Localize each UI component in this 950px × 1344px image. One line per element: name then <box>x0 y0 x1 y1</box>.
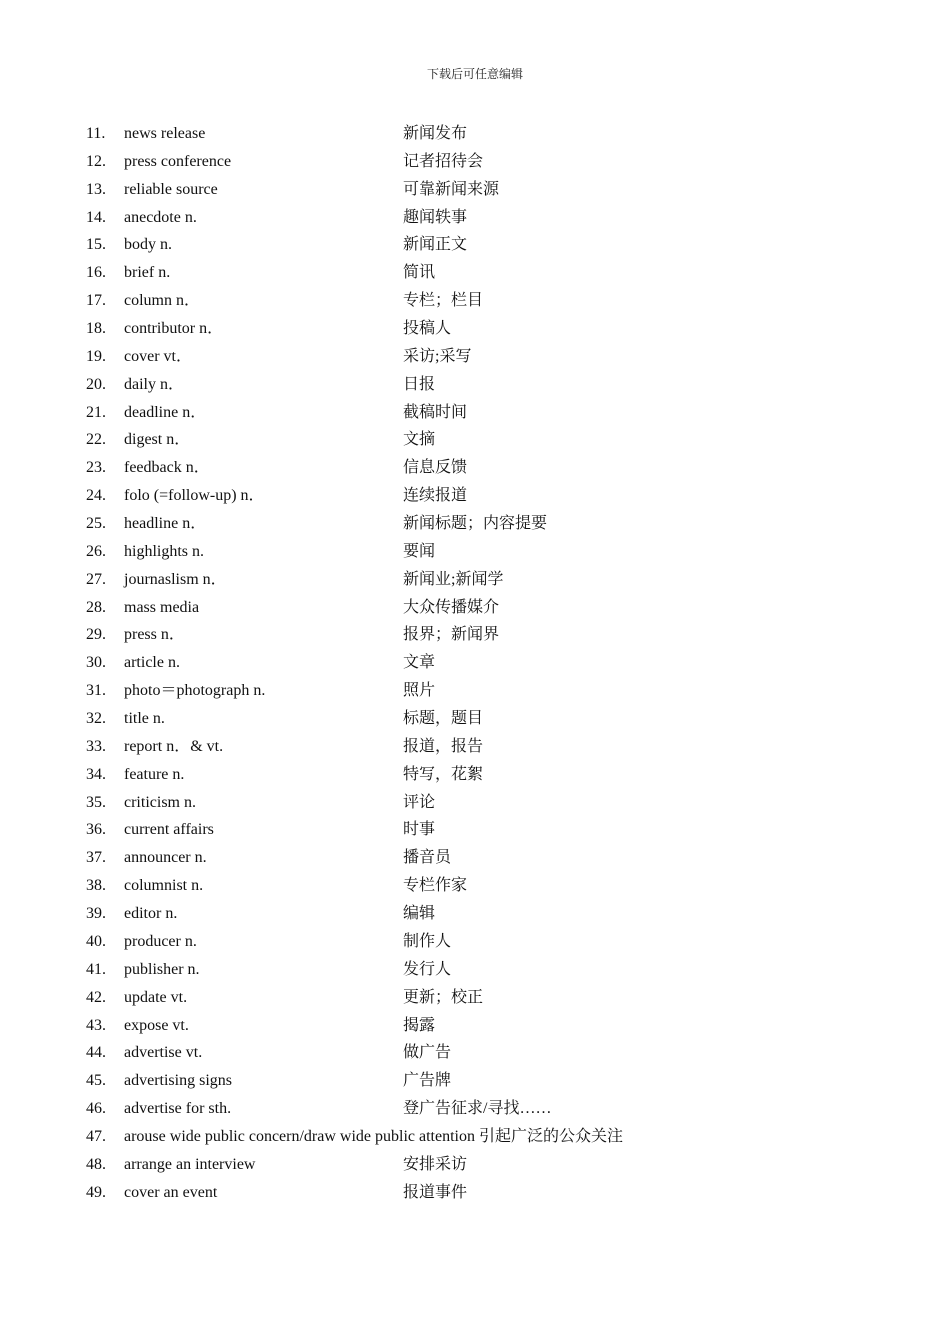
entry-number: 21. <box>86 403 106 421</box>
entry-term-text: press conference <box>124 152 232 170</box>
entry-term-text: folo (=follow-up) n． <box>124 487 265 505</box>
page-header: 下载后可任意编辑 <box>426 67 523 81</box>
entry-number: 20. <box>86 375 106 393</box>
entry-definition: 专栏；栏目 <box>403 292 484 310</box>
vocab-entry <box>0 538 950 566</box>
entry-term <box>124 872 203 900</box>
entry-term <box>124 231 172 259</box>
vocab-entry <box>0 705 950 733</box>
entry-number: 46. <box>86 1100 106 1118</box>
vocab-entry <box>0 204 950 232</box>
entry-definition: 要闻 <box>403 542 436 560</box>
entry-number: 41. <box>86 960 106 978</box>
entry-term <box>124 371 184 399</box>
vocab-entry <box>0 566 950 594</box>
vocab-entry <box>0 510 950 538</box>
entry-term <box>124 956 200 984</box>
entry-term <box>124 677 265 705</box>
vocab-entry <box>0 984 950 1012</box>
entry-definition: 编辑 <box>403 905 436 923</box>
entry-number: 45. <box>86 1072 106 1090</box>
vocab-entry <box>0 1012 950 1040</box>
entry-definition: 新闻正文 <box>403 236 468 254</box>
entry-definition: 连续报道 <box>403 487 468 505</box>
entry-number: 25. <box>86 515 106 533</box>
entry-term-text: arouse wide public concern/draw wide public attention <box>124 1127 475 1145</box>
entry-number: 18. <box>86 320 106 338</box>
entry-term-text: current affairs <box>124 821 214 839</box>
entry-definition: 更新；校正 <box>403 988 484 1006</box>
entry-definition: 引起广泛的公众关注 <box>479 1127 624 1145</box>
vocab-entry <box>0 426 950 454</box>
entry-term <box>124 510 206 538</box>
entry-number: 36. <box>86 821 106 839</box>
entry-number: 14. <box>86 208 106 226</box>
entry-definition: 文章 <box>403 654 436 672</box>
entry-term <box>124 1012 189 1040</box>
vocab-entry <box>0 761 950 789</box>
vocab-entry <box>0 956 950 984</box>
vocab-entry <box>0 231 950 259</box>
entry-number: 35. <box>86 793 106 811</box>
entry-term <box>124 1151 255 1179</box>
vocab-entry <box>0 371 950 399</box>
entry-number: 40. <box>86 932 106 950</box>
entry-number: 13. <box>86 180 106 198</box>
entry-number: 16. <box>86 264 106 282</box>
entry-term <box>124 816 214 844</box>
entry-term-text: highlights n. <box>124 542 205 560</box>
entry-definition: 揭露 <box>403 1016 436 1034</box>
entry-term <box>124 733 223 761</box>
entry-term-text: brief n. <box>124 264 171 282</box>
entry-definition: 制作人 <box>403 932 452 950</box>
entry-definition: 照片 <box>403 682 436 700</box>
entry-number: 31. <box>86 682 106 700</box>
entry-term <box>124 844 207 872</box>
entry-definition: 简讯 <box>403 264 436 282</box>
entry-number: 49. <box>86 1183 106 1201</box>
vocab-entry <box>0 649 950 677</box>
entry-number: 23. <box>86 459 106 477</box>
entry-term <box>124 1039 202 1067</box>
entry-term <box>124 120 205 148</box>
entry-term <box>124 426 190 454</box>
entry-term-text: columnist n. <box>124 877 204 895</box>
entry-number: 47. <box>86 1127 106 1145</box>
vocab-entry <box>0 789 950 817</box>
vocab-entry <box>0 844 950 872</box>
entry-term-text: feature n. <box>124 765 185 783</box>
vocab-entry <box>0 1151 950 1179</box>
entry-definition: 标题，题目 <box>403 710 484 728</box>
entry-number: 19. <box>86 347 106 365</box>
entry-term-text: producer n. <box>124 932 197 950</box>
vocab-entry <box>0 816 950 844</box>
vocab-entry <box>0 259 950 287</box>
entry-number: 26. <box>86 542 106 560</box>
entry-definition: 信息反馈 <box>403 459 468 477</box>
entry-definition: 大众传播媒介 <box>403 598 500 616</box>
vocabulary-list <box>0 120 950 1207</box>
entry-term <box>124 1067 232 1095</box>
entry-number: 34. <box>86 765 106 783</box>
vocab-entry <box>0 176 950 204</box>
entry-term-text: update vt. <box>124 988 188 1006</box>
entry-term-text: journaslism n． <box>124 570 227 588</box>
vocab-entry <box>0 621 950 649</box>
entry-term-text: advertising signs <box>124 1072 232 1090</box>
entry-definition: 新闻标题；内容提要 <box>403 515 548 533</box>
vocab-entry <box>0 343 950 371</box>
entry-number: 17. <box>86 292 106 310</box>
entry-term-text: announcer n. <box>124 849 207 867</box>
entry-definition: 报道，报告 <box>403 737 484 755</box>
entry-term <box>124 399 206 427</box>
entry-term-text: reliable source <box>124 180 218 198</box>
entry-term <box>124 259 170 287</box>
entry-term <box>124 705 165 733</box>
entry-number: 39. <box>86 905 106 923</box>
entry-term-text: title n. <box>124 710 165 728</box>
entry-term-text: digest n． <box>124 431 191 449</box>
vocab-entry <box>0 872 950 900</box>
entry-number: 28. <box>86 598 106 616</box>
entry-term-text: cover an event <box>124 1183 218 1201</box>
entry-definition: 专栏作家 <box>403 877 468 895</box>
entry-term <box>124 482 265 510</box>
entry-definition: 播音员 <box>403 849 452 867</box>
entry-term <box>124 315 223 343</box>
entry-definition: 趣闻轶事 <box>403 208 468 226</box>
entry-term-text: cover vt． <box>124 347 192 365</box>
entry-definition: 截稿时间 <box>403 403 468 421</box>
entry-term-text: press n． <box>124 626 185 644</box>
vocab-entry <box>0 399 950 427</box>
entry-definition: 时事 <box>403 821 436 839</box>
entry-term <box>124 649 180 677</box>
entry-term-text: column n． <box>124 292 200 310</box>
entry-term <box>124 148 231 176</box>
entry-term-text: body n. <box>124 236 172 254</box>
entry-term-text: editor n. <box>124 905 178 923</box>
entry-term-text: feedback n． <box>124 459 210 477</box>
entry-term <box>124 454 210 482</box>
entry-term <box>124 761 184 789</box>
entry-definition: 新闻业;新闻学 <box>403 570 504 588</box>
entry-number: 30. <box>86 654 106 672</box>
entry-term-text: daily n． <box>124 375 184 393</box>
entry-definition: 可靠新闻来源 <box>403 180 500 198</box>
entry-number: 37. <box>86 849 106 867</box>
entry-number: 38. <box>86 877 106 895</box>
entry-definition: 投稿人 <box>403 320 452 338</box>
entry-number: 33. <box>86 737 106 755</box>
vocab-entry <box>0 1179 950 1207</box>
entry-definition: 文摘 <box>403 431 436 449</box>
vocab-entry <box>0 1095 950 1123</box>
vocab-entry <box>0 1123 950 1151</box>
entry-term-text: contributor n． <box>124 320 224 338</box>
entry-definition: 日报 <box>403 375 436 393</box>
vocab-entry <box>0 1067 950 1095</box>
vocab-entry <box>0 594 950 622</box>
vocab-entry <box>0 120 950 148</box>
entry-definition: 新闻发布 <box>403 125 468 142</box>
entry-term-text: mass media <box>124 598 200 616</box>
entry-term-text: publisher n. <box>124 960 200 978</box>
entry-number: 43. <box>86 1016 106 1034</box>
entry-number: 15. <box>86 236 106 254</box>
entry-term-text: advertise for sth. <box>124 1100 232 1118</box>
vocab-entry <box>0 315 950 343</box>
entry-number: 12. <box>86 152 106 170</box>
entry-term-text: report n．& vt. <box>124 737 224 755</box>
entry-number: 24. <box>86 487 106 505</box>
entry-definition: 报道事件 <box>403 1183 468 1201</box>
entry-definition: 报界；新闻界 <box>403 626 500 644</box>
entry-definition: 评论 <box>403 793 436 811</box>
entry-number: 27. <box>86 570 106 588</box>
entry-term-text: deadline n． <box>124 403 207 421</box>
entry-term <box>124 900 177 928</box>
vocab-entry <box>0 928 950 956</box>
entry-term <box>124 1179 217 1207</box>
entry-number: 42. <box>86 988 106 1006</box>
entry-term-text: photo＝photograph n. <box>124 682 266 700</box>
vocab-entry <box>0 482 950 510</box>
entry-term <box>124 287 200 315</box>
entry-definition: 登广告征求/寻找…… <box>403 1100 552 1118</box>
entry-definition: 采访;采写 <box>403 347 472 365</box>
entry-term-text: news release <box>124 125 206 142</box>
entry-term <box>124 789 196 817</box>
entry-term-text: article n. <box>124 654 180 672</box>
entry-term-text: arrange an interview <box>124 1155 256 1173</box>
entry-term <box>124 176 218 204</box>
entry-number: 29. <box>86 626 106 644</box>
entry-term-text: advertise vt. <box>124 1044 203 1062</box>
vocab-entry <box>0 900 950 928</box>
entry-term <box>124 566 227 594</box>
entry-definition: 记者招待会 <box>403 152 484 170</box>
vocab-entry <box>0 677 950 705</box>
entry-number: 22. <box>86 431 106 449</box>
entry-number: 32. <box>86 710 106 728</box>
entry-term-text: criticism n. <box>124 793 196 811</box>
entry-definition: 特写，花絮 <box>403 765 484 783</box>
entry-number: 48. <box>86 1155 106 1173</box>
entry-definition: 广告牌 <box>403 1072 452 1090</box>
entry-number: 11. <box>86 125 106 142</box>
entry-term <box>124 1123 623 1151</box>
entry-number: 44. <box>86 1044 106 1062</box>
entry-definition: 做广告 <box>403 1044 452 1062</box>
entry-term <box>124 343 192 371</box>
vocab-entry <box>0 1039 950 1067</box>
entry-term <box>124 538 204 566</box>
entry-term <box>124 928 197 956</box>
entry-term <box>124 984 187 1012</box>
vocab-entry <box>0 454 950 482</box>
entry-term <box>124 204 197 232</box>
vocab-entry <box>0 287 950 315</box>
entry-term-text: anecdote n. <box>124 208 197 226</box>
entry-definition: 安排采访 <box>403 1155 468 1173</box>
entry-term-text: headline n． <box>124 515 207 533</box>
entry-term-text: expose vt. <box>124 1016 189 1034</box>
entry-term <box>124 621 185 649</box>
vocab-entry <box>0 148 950 176</box>
entry-definition: 发行人 <box>403 960 452 978</box>
vocab-entry <box>0 733 950 761</box>
entry-term <box>124 594 199 622</box>
entry-term <box>124 1095 231 1123</box>
